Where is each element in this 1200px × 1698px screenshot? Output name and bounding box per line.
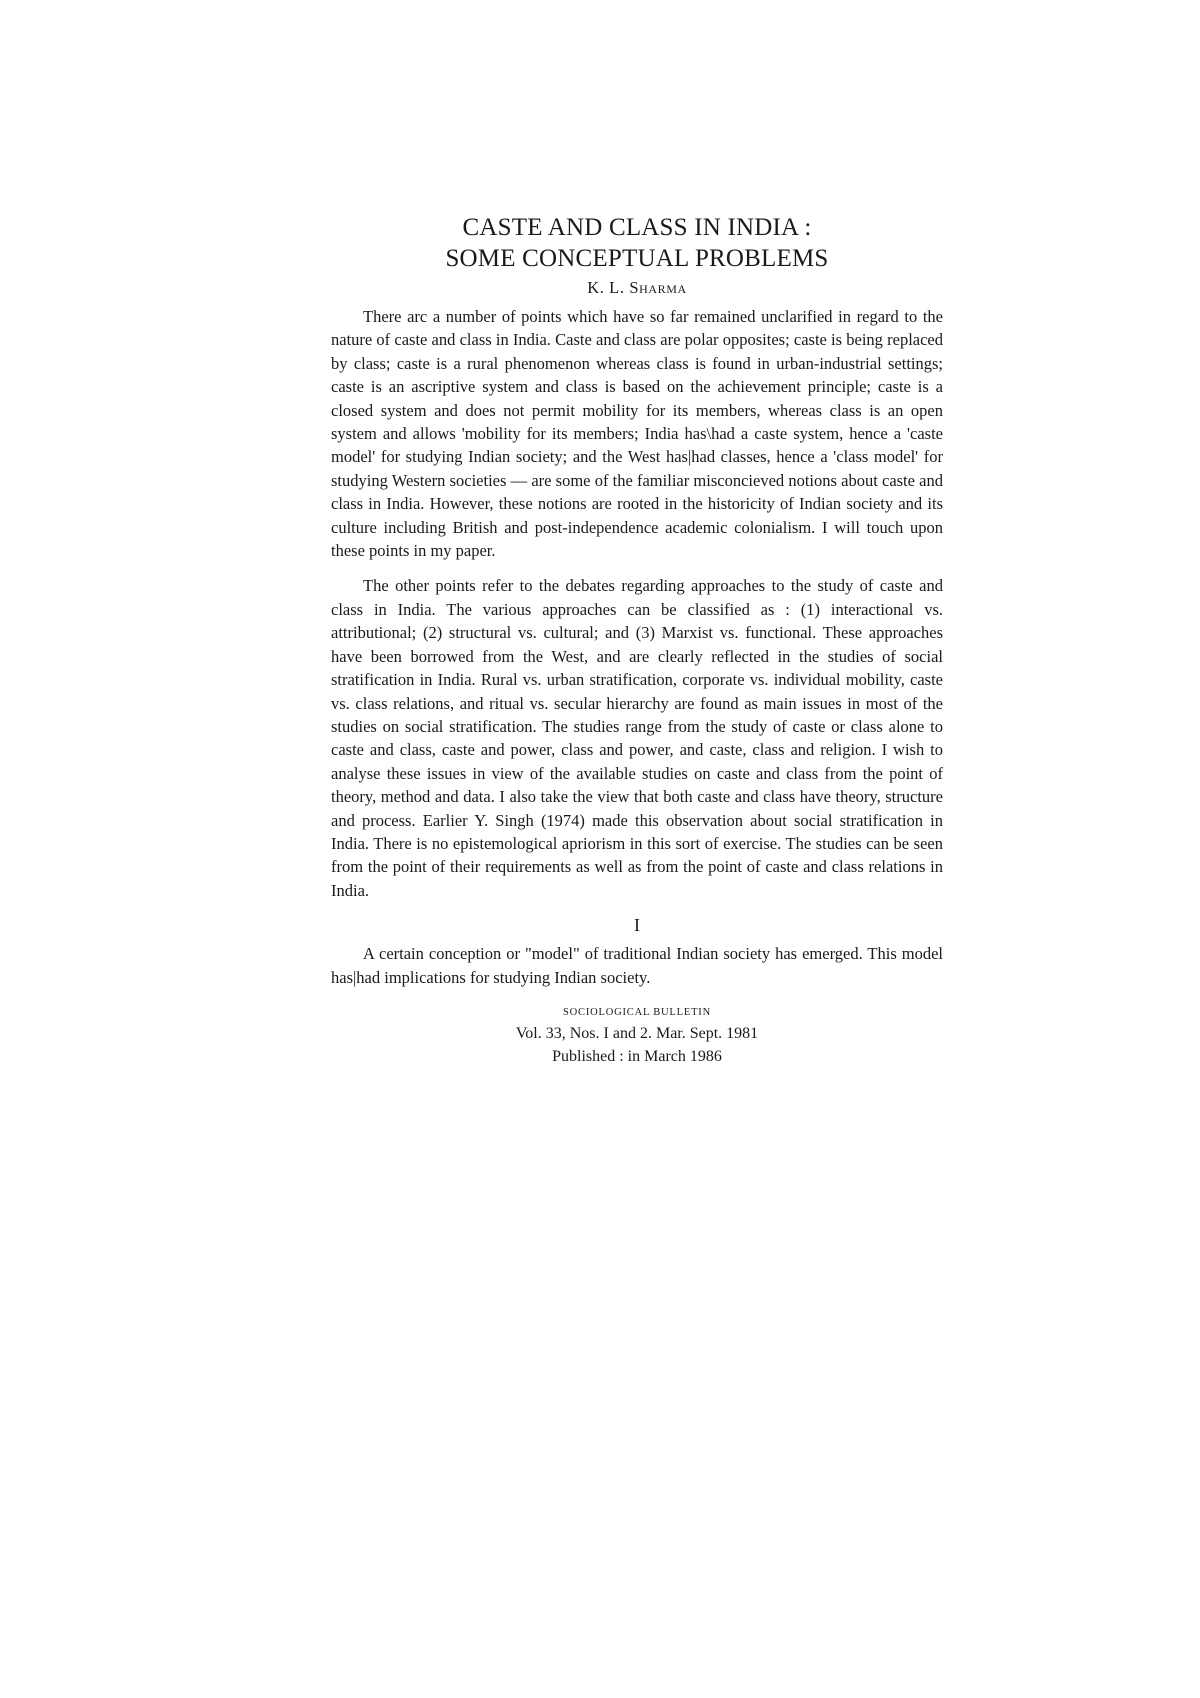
body-paragraph-1: There arc a number of points which have so far remained unclarified in regard to the nature of caste and class in India. Caste and class are polar opposites; caste is being replaced by class; caste is a rural phenomenon whereas class is found in urban-industrial settings; caste is an ascriptive system and class is based on the achievement principle; caste is a closed system and does not permit mobility for its members, whereas class is an open system and allows 'mobility for its members; India has\had a caste system, hence a 'caste model' for studying Indian society; and the West has|had classes, hence a 'class model' for studying Western societies — are some of the familiar misconcieved notions about caste and class in India. However, these notions are rooted in the historicity of Indian society and its culture including British and post-independence academic colonialism. I will touch upon these points in my paper.	[331, 307, 943, 561]
author-name	[331, 277, 943, 299]
journal-volume: Vol. 33, Nos. I and 2. Mar. Sept. 1981	[515, 1024, 759, 1042]
title-line-1: CASTE AND CLASS IN INDIA :	[462, 214, 812, 241]
title-line-2: SOME CONCEPTUAL PROBLEMS	[445, 245, 829, 272]
author-initials: K. L.	[587, 278, 630, 297]
section-paragraph: A certain conception or "model" of traditional Indian society has emerged. This model has|had implications for studying Indian society.	[331, 944, 943, 987]
section-marker: I	[634, 915, 640, 936]
article-title	[331, 212, 943, 274]
article-page	[331, 212, 943, 1068]
journal-name: SOCIOLOGICAL BULLETIN	[563, 1006, 711, 1018]
body-paragraph-2: The other points refer to the debates regarding approaches to the study of caste and class in India. The various approaches can be classified as : (1) interactional vs. attributional; (2) structural vs. cultural; and (3) Marxist vs. functional. These approaches have been borrowed from the West, and are clearly reflected in the studies of social stratification in India. Rural vs. urban stratification, corporate vs. individual mobility, caste vs. class relations, and ritual vs. secular hierarchy are found as main issues in most of the studies on social stratification. The studies range from the study of caste or class alone to caste and class, caste and power, class and power, and caste, class and religion. I wish to analyse these issues in view of the available studies on caste and class from the point of theory, method and data. I also take the view that both caste and class have theory, structure and process. Earlier Y. Singh (1974) made this observation about social stratification in India. There is no epistemological apriorism in this sort of exercise. The studies can be seen from the point of their requirements as well as from the point of caste and class relations in India.	[331, 576, 943, 900]
journal-published: Published : in March 1986	[552, 1047, 722, 1065]
author-surname: Sharma	[629, 278, 687, 297]
